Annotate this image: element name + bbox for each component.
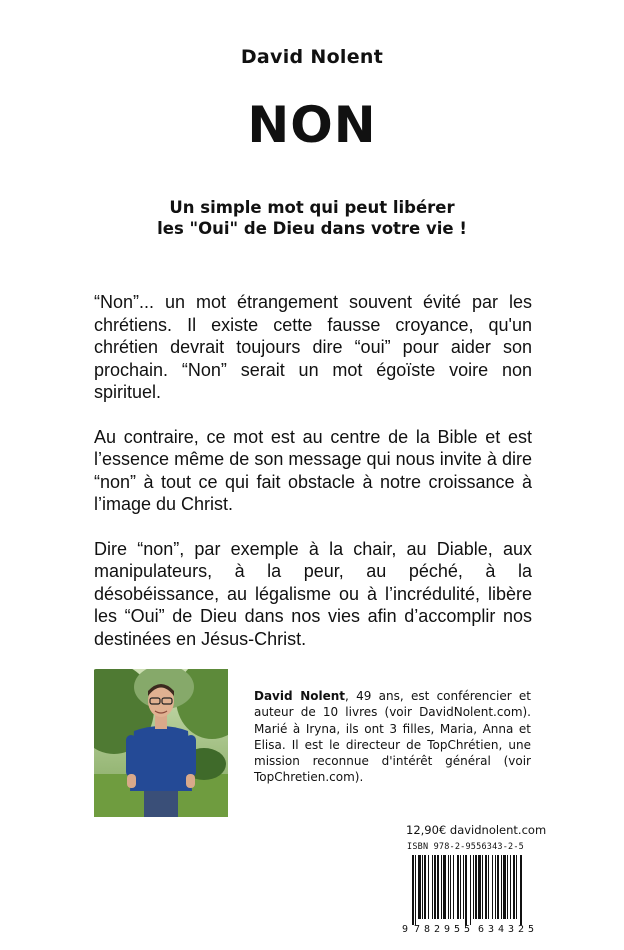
- barcode-bar: [516, 855, 517, 919]
- subtitle: [0, 197, 624, 239]
- barcode-bar: [460, 855, 461, 919]
- barcode-bar: [507, 855, 508, 919]
- barcode-bar: [418, 855, 421, 919]
- barcode-first-digit: 9: [402, 924, 409, 935]
- author-name-top: David Nolent: [240, 46, 384, 68]
- barcode-bar: [428, 855, 429, 919]
- barcode-bar: [485, 855, 487, 919]
- blurb-paragraph-1: “Non”... un mot étrangement souvent évité par les chrétiens. Il existe cette fausse croyance, qu'un chrétien devrait toujours dire “oui” pour aider son prochain. “Non” serait un mot égoïste voire non spirituel.: [94, 292, 532, 402]
- author-bio: [254, 688, 531, 786]
- subtitle-line-1: Un simple mot qui peut libérer: [169, 198, 455, 217]
- barcode-bar: [463, 855, 464, 919]
- barcode-bar: [412, 855, 414, 925]
- barcode-left-digits: 782955: [414, 924, 470, 935]
- back-cover-blurb: [94, 291, 532, 672]
- barcode-bar: [513, 855, 515, 919]
- barcode-bar: [478, 855, 481, 919]
- author-photo: [94, 669, 228, 817]
- barcode-bar: [503, 855, 506, 919]
- barcode-bar: [448, 855, 449, 919]
- barcode-bar: [424, 855, 426, 919]
- barcode-bar: [437, 855, 439, 919]
- book-title: NON: [247, 96, 377, 154]
- barcode-bar: [497, 855, 499, 919]
- barcode-right-digits: 634325: [478, 924, 534, 935]
- barcode-bar: [501, 855, 502, 919]
- barcode-bar: [422, 855, 423, 919]
- barcode-bar: [470, 855, 471, 925]
- barcode-bar: [520, 855, 522, 925]
- barcode-bar: [457, 855, 459, 919]
- barcode-bar: [495, 855, 496, 919]
- barcode-bar: [415, 855, 416, 925]
- barcode-bar: [475, 855, 477, 919]
- subtitle-line-2: les "Oui" de Dieu dans votre vie !: [157, 219, 467, 238]
- barcode-bar: [434, 855, 436, 919]
- barcode-bar: [432, 855, 433, 919]
- barcode-bar: [450, 855, 451, 919]
- isbn-label: ISBN 978-2-9556343-2-5: [407, 842, 524, 852]
- barcode-bar: [453, 855, 454, 919]
- barcode-bar: [465, 855, 467, 925]
- barcode-bar: [473, 855, 474, 919]
- barcode-bar: [488, 855, 489, 919]
- barcode-bar: [443, 855, 446, 919]
- bio-author-name: David Nolent: [254, 689, 346, 703]
- barcode-bar: [510, 855, 511, 919]
- author-photo-illustration: [94, 669, 228, 817]
- blurb-paragraph-2: Au contraire, ce mot est au centre de la Bible et est l’essence même de son message qui nous invite à dire “non” à tout ce qui fait obstacle à notre croissance à l’image du Christ.: [94, 426, 532, 514]
- barcode-bars: [412, 855, 522, 925]
- isbn-barcode: [400, 853, 550, 935]
- blurb-paragraph-3: Dire “non”, par exemple à la chair, au Diable, aux manipulateurs, à la peur, au péché, à la désobéissance, au légalisme ou à l’incrédulité, libère les “Oui” de Dieu dans nos vies afin d’accomplir nos destinées en Jésus-Christ.: [94, 538, 532, 649]
- barcode-bar: [441, 855, 442, 919]
- barcode-bar: [482, 855, 483, 919]
- barcode-bar: [492, 855, 493, 919]
- bio-text: , 49 ans, est conférencier et auteur de 10 livres (voir DavidNolent.com). Marié à Iryna, ils ont 3 filles, Maria, Anna et Elisa. Il est le directeur de TopChrétien, une mission reconnue d'intérêt général (voir TopChretien.com).: [254, 689, 531, 785]
- price-and-website: 12,90€ davidnolent.com: [406, 823, 547, 837]
